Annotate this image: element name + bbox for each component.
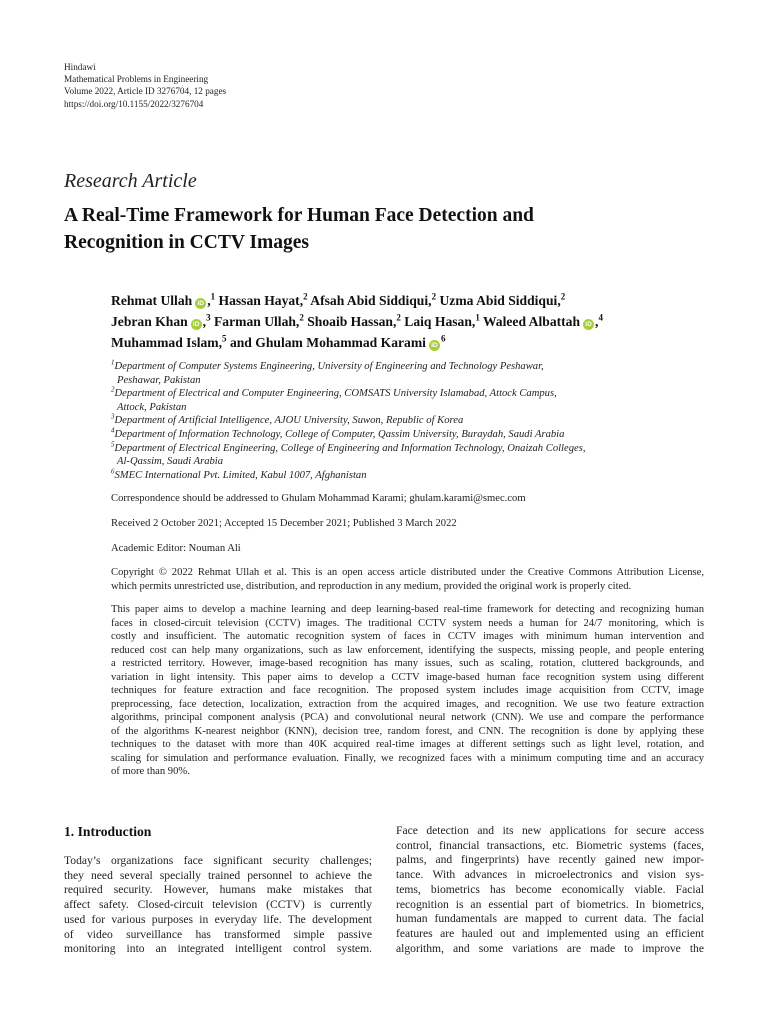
volume-info: Volume 2022, Article ID 3276704, 12 pages (64, 86, 227, 97)
author-affiliation-mark: 4 (598, 312, 603, 323)
body-line: monitoring into an integrated intelligent control system. (64, 942, 372, 956)
author-name[interactable]: Uzma Abid Siddiqui, (439, 293, 561, 308)
affiliation-number: 6 (111, 467, 115, 476)
affiliation-list (111, 360, 711, 482)
author-name[interactable]: Muhammad Islam, (111, 335, 223, 350)
orcid-icon[interactable]: iD (195, 298, 206, 309)
publisher-name: Hindawi (64, 62, 96, 72)
author-affiliation-mark: 1 (210, 291, 216, 302)
abstract-line: This paper aims to develop a machine learning and deep learning-based real-time framework for detecting and recognizing human (111, 604, 704, 615)
body-line: tance. With advances in microelectronics and vision sys- (396, 868, 704, 882)
abstract-line: costly and insufficient. The automatic recognition system of faces in CCTV images with minimum human intervention and (111, 631, 704, 642)
orcid-icon[interactable]: iD (583, 319, 594, 330)
body-line: required security. However, humans make mistakes that (64, 883, 372, 897)
body-line: recognition is an essential part of biometrics. In biometrics, (396, 897, 704, 911)
abstract (111, 603, 704, 779)
abstract-line: faces in closed-circuit television (CCTV) images. The traditional CCTV system needs a human for 24/7 monitoring, which is (111, 617, 704, 629)
author-name[interactable]: Rehmat Ullah (111, 293, 193, 308)
body-line: human fundamentals are mapped to current data. The facial (396, 912, 704, 926)
abstract-line: reduced cost can help many organizations, such as law enforcement, identifying the suspects, missing people, and people entering (111, 644, 704, 656)
body-line: affect safety. Closed-circuit television (CCTV) is currently (64, 898, 372, 912)
author-line: Jebran Khan iD ,$^3$ Farman Ullah,$^2$ Shoaib Hassan,$^2$ Laiq Hasan,$^1$ Waleed Albattah iD ,$^4$ (111, 312, 603, 329)
affiliation-number: 4 (111, 426, 115, 435)
author-line: Rehmat Ullah iD ,$^1$ Hassan Hayat,$^2$ Afsah Abid Siddiqui,$^2$ Uzma Abid Siddiqui,$^2$ (111, 291, 566, 308)
body-line: tems, biometrics has become economically viable. Facial (396, 882, 704, 896)
body-line: algorithm, and some variations are made to improve the (396, 941, 704, 955)
body-line: palms, and fingerprints) have recently gained new impor- (396, 853, 704, 867)
author-name[interactable]: Laiq Hasan, (404, 314, 476, 329)
body-line: of video surveillance has transformed simple passive (64, 927, 372, 941)
author-name[interactable]: Farman Ullah, (213, 314, 300, 329)
correspondence-line: Correspondence should be addressed to Ghulam Mohammad Karami; ghulam.karami@smec.com (111, 493, 526, 504)
paper-title (64, 202, 704, 256)
abstract-line: techniques for feature extraction and face recognition. The proposed system includes image acquisition from CCTV, image (111, 685, 704, 696)
affiliation-number: 2 (111, 385, 115, 394)
author-affiliation-mark: 1 (475, 312, 480, 323)
academic-editor: Academic Editor: Nouman Ali (111, 543, 241, 554)
affiliation-continuation: Al-Qassim, Saudi Arabia (117, 456, 224, 468)
author-name[interactable]: Waleed Albattah (482, 314, 581, 329)
copyright-line: which permits unrestricted use, distribution, and reproduction in any medium, provided the original work is properly cited. (111, 580, 632, 592)
author-affiliation-mark: 2 (396, 312, 401, 323)
affiliation-item (111, 428, 711, 442)
left-column-text (64, 854, 372, 957)
author-affiliation-mark: 2 (431, 291, 437, 302)
author-name[interactable]: Shoaib Hassan, (307, 314, 397, 329)
author-name[interactable]: and Ghulam Mohammad Karami (229, 335, 426, 350)
affiliation-text: Department of Information Technology, College of Computer, Qassim University, Buraydah, Saudi Arabia (114, 428, 565, 440)
author-affiliation-mark: 2 (560, 291, 566, 302)
article-type: Research Article (64, 170, 197, 192)
author-name[interactable]: Afsah Abid Siddiqui, (310, 293, 432, 308)
affiliation-number: 3 (111, 412, 115, 421)
copyright-notice (111, 566, 704, 593)
right-column-text (396, 824, 704, 956)
affiliation-item (111, 387, 711, 401)
copyright-line: Copyright © 2022 Rehmat Ullah et al. This is an open access article distributed under the Creative Commons Attribution License, (111, 567, 704, 578)
affiliation-continuation: Peshawar, Pakistan (117, 374, 201, 386)
author-name[interactable]: Jebran Khan (111, 314, 188, 329)
author-affiliation-mark: 2 (299, 312, 304, 323)
affiliation-number: 5 (111, 440, 115, 449)
abstract-line: variation in light intensity. This paper aims to develop a CCTV image-based human face recognition system using different (111, 671, 704, 683)
body-line: Face detection and its new applications for secure access (396, 824, 704, 837)
affiliation-text: Department of Artificial Intelligence, AJOU University, Suwon, Republic of Korea (114, 415, 464, 427)
affiliation-text: Department of Computer Systems Engineering, University of Engineering and Technology Peshawar, (114, 361, 544, 372)
affiliation-item (111, 360, 711, 374)
doi-link[interactable]: https://doi.org/10.1155/2022/3276704 (64, 98, 204, 109)
author-list (111, 290, 711, 353)
affiliation-number: 1 (111, 358, 115, 367)
abstract-line: algorithms, principal component analysis (PCA) and convolutional neural network (CNN). We use and compare the performance (111, 712, 704, 723)
title-line: Recognition in CCTV Images (64, 232, 310, 253)
abstract-line: of the algorithms K-nearest neighbor (KNN), decision tree, random forest, and CNN. The recognition is done by applying these (111, 725, 704, 737)
abstract-line: techniques to the dataset with more than 40K acquired real-time images at different settings such as light level, rotation, and (111, 739, 704, 750)
author-name[interactable]: Hassan Hayat, (218, 293, 304, 308)
section-heading: 1. Introduction (64, 824, 152, 839)
author-affiliation-mark: 6 (440, 333, 446, 344)
affiliation-item (111, 442, 711, 456)
affiliation-text: SMEC International Pvt. Limited, Kabul 1007, Afghanistan (114, 469, 367, 481)
body-line: used for various purposes in everyday life. The development (64, 912, 372, 926)
abstract-line: a restricted territory. However, image-based recognition has many issues, such as scaling, rotation, cluttered backgrounds, and (111, 658, 704, 669)
title-line: A Real-Time Framework for Human Face Detection and (64, 205, 534, 226)
author-affiliation-mark: 2 (303, 291, 308, 302)
author-line (111, 332, 711, 353)
journal-name: Mathematical Problems in Engineering (64, 74, 209, 85)
affiliation-text: Department of Electrical and Computer Engineering, COMSATS University Islamabad, Attock Campus, (114, 388, 557, 400)
body-line: they need several specially trained personnel to achieve the (64, 868, 372, 882)
orcid-icon[interactable]: iD (191, 319, 202, 330)
affiliation-text: Department of Electrical Engineering, College of Engineering and Information Technology, Onaizah Colleges, (114, 442, 586, 454)
journal-header (64, 61, 226, 110)
author-affiliation-mark: 5 (222, 333, 227, 344)
abstract-line: scaling for simulation and performance evaluation. Finally, we recognized faces with a minimum computing time and an accuracy (111, 752, 704, 764)
body-line: Today’s organizations face significant security challenges; (64, 854, 372, 867)
author-affiliation-mark: 3 (206, 312, 211, 323)
body-line: control, financial transactions, etc. Biometric systems (faces, (396, 838, 704, 852)
affiliation-item (111, 469, 711, 483)
body-line: features are hauled out and implemented using an efficient (396, 926, 704, 940)
affiliation-continuation: Attock, Pakistan (117, 401, 187, 413)
dates-line: Received 2 October 2021; Accepted 15 December 2021; Published 3 March 2022 (111, 518, 457, 529)
abstract-line: preprocessing, face detection, localization, extraction from the acquired images, and recognition. We use two feature extraction (111, 698, 704, 710)
orcid-icon[interactable]: iD (429, 340, 440, 351)
affiliation-item (111, 414, 711, 428)
abstract-line: of more than 90%. (111, 766, 190, 777)
